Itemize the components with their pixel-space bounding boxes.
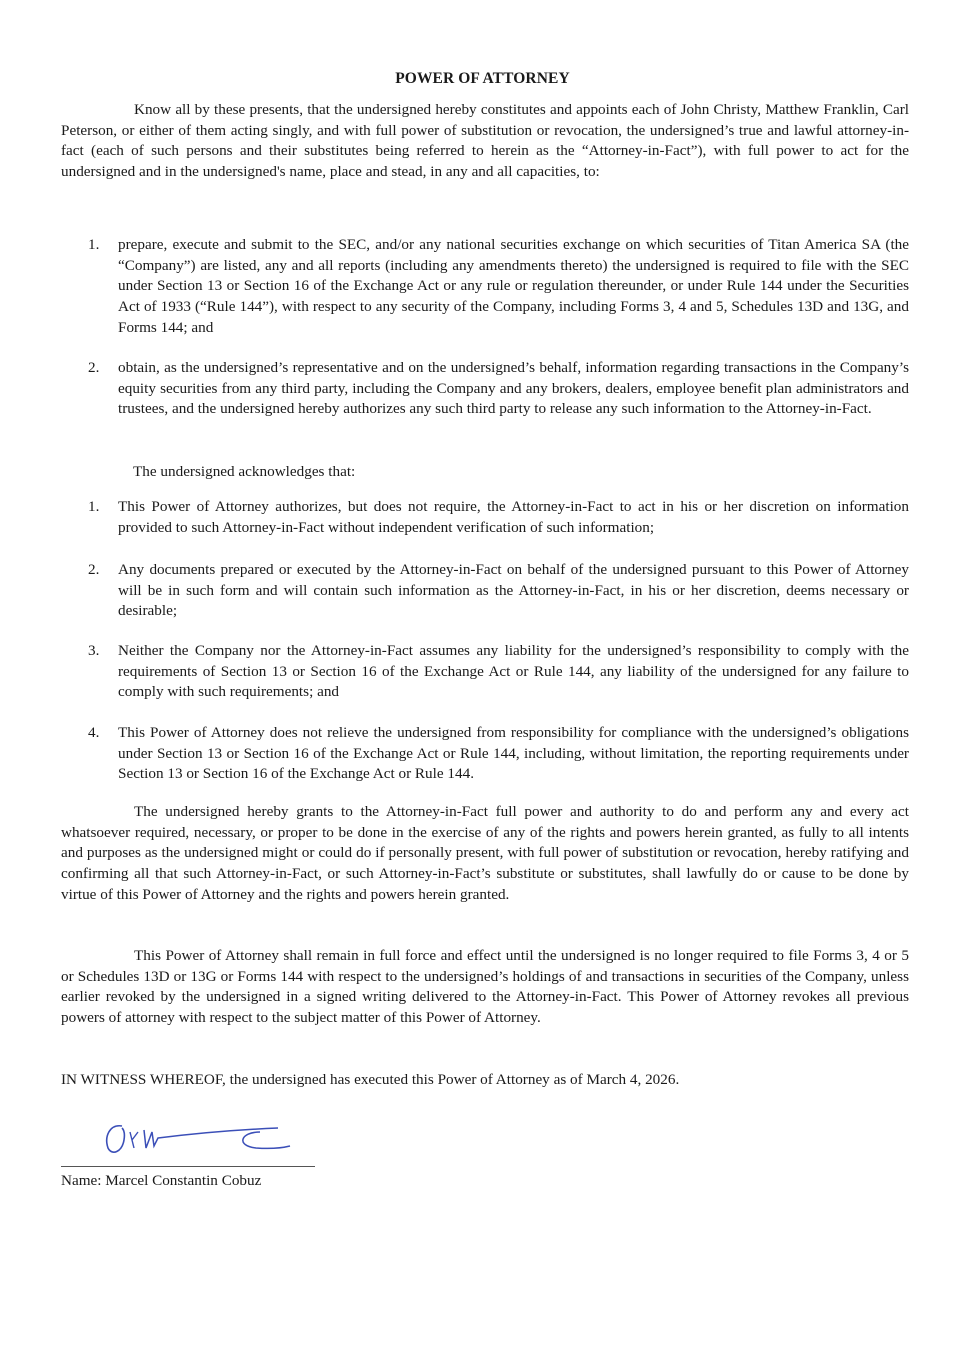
acknowledgement-item [88, 641, 909, 703]
item-number: 1. [88, 498, 100, 515]
acknowledgement-item [88, 560, 909, 622]
power-item [88, 235, 909, 339]
grant-paragraph: The undersigned hereby grants to the Attorney-in-Fact full power and authority to do and perform any and every act whatsoever required, necessary, or proper to be done in the exercise of any of the rights and powers herein granted, as fully to all intents and purposes as the undersigned might or could do if personally present, with full power of substitution or revocation, hereby ratifying and confirming all that such Attorney-in-Fact, or such Attorney-in-Fact’s substitute or substitutes, shall lawfully do or cause to be done by virtue of this Power of Attorney and the rights and powers herein granted. [61, 803, 909, 903]
item-number: 2. [88, 561, 100, 578]
acknowledgement-item [88, 497, 909, 538]
acknowledges-label: The undersigned acknowledges that: [133, 463, 356, 480]
document-title: POWER OF ATTORNEY [395, 70, 570, 87]
item-text: prepare, execute and submit to the SEC, and/or any national securities exchange on which securities of Titan America SA (the “Company”) are listed, any and all reports (including any amendments thereto) the undersigned is required to file with the SEC under Section 13 or Section 16 of the Exchange Act or any rule or regulation thereunder, or under Rule 144 under the Securities Act of 1933 (“Rule 144”), with respect to any security of the Company, including Forms 3, 4 and 5, Schedules 13D and 13G, and Forms 144; and [118, 236, 909, 336]
item-text: Neither the Company nor the Attorney-in-Fact assumes any liability for the undersigned’s responsibility to comply with the requirements of Section 13 or Section 16 of the Exchange Act or Rule 144, any liability of the undersigned for any failure to comply with such requirements; and [118, 642, 909, 701]
acknowledgement-item [88, 723, 909, 785]
signature-line [61, 1166, 315, 1167]
item-text: This Power of Attorney authorizes, but does not require, the Attorney-in-Fact to act in his or her discretion on information provided to such Attorney-in-Fact without independent verification of such information; [118, 498, 909, 536]
signature-mark [100, 1118, 300, 1158]
item-text: Any documents prepared or executed by the Attorney-in-Fact on behalf of the undersigned pursuant to this Power of Attorney will be in such form and will contain such information as the Attorney-in-Fact, in his or her discretion, deems necessary or desirable; [118, 561, 909, 620]
signatory-name: Name: Marcel Constantin Cobuz [61, 1172, 262, 1189]
witness-clause: IN WITNESS WHEREOF, the undersigned has executed this Power of Attorney as of March 4, 2026. [61, 1071, 680, 1088]
item-number: 4. [88, 724, 100, 741]
power-item [88, 358, 909, 420]
item-number: 2. [88, 359, 100, 376]
item-number: 1. [88, 236, 100, 253]
item-text: This Power of Attorney does not relieve the undersigned from responsibility for compliance with the undersigned’s obligations under Section 13 or Section 16 of the Exchange Act or Rule 144, including, without limitation, the reporting requirements under Section 13 or Section 16 of the Exchange Act or Rule 144. [118, 724, 909, 783]
item-number: 3. [88, 642, 100, 659]
item-text: obtain, as the undersigned’s representative and on the undersigned’s behalf, information regarding transactions in the Company’s equity securities from any third party, including the Company and any brokers, dealers, employee benefit plan administrators and trustees, and the undersigned hereby authorizes any such third party to release any such information to the Attorney-in-Fact. [118, 359, 909, 418]
intro-paragraph: Know all by these presents, that the undersigned hereby constitutes and appoints each of John Christy, Matthew Franklin, Carl Peterson, or either of them acting singly, and with full power of substitution or revocation, the undersigned’s true and lawful attorney-in-fact (each of such persons and their substitutes being referred to herein as the “Attorney-in-Fact”), with full power to act for the undersigned and in the undersigned's name, place and stead, in any and all capacities, to: [61, 101, 909, 181]
duration-paragraph: This Power of Attorney shall remain in full force and effect until the undersigned is no longer required to file Forms 3, 4 or 5 or Schedules 13D or 13G or Forms 144 with respect to the undersigned’s holdings of and transactions in securities of the Company, unless earlier revoked by the undersigned in a signed writing delivered to the Attorney-in-Fact. This Power of Attorney revokes all previous powers of attorney with respect to the subject matter of this Power of Attorney. [61, 947, 909, 1027]
